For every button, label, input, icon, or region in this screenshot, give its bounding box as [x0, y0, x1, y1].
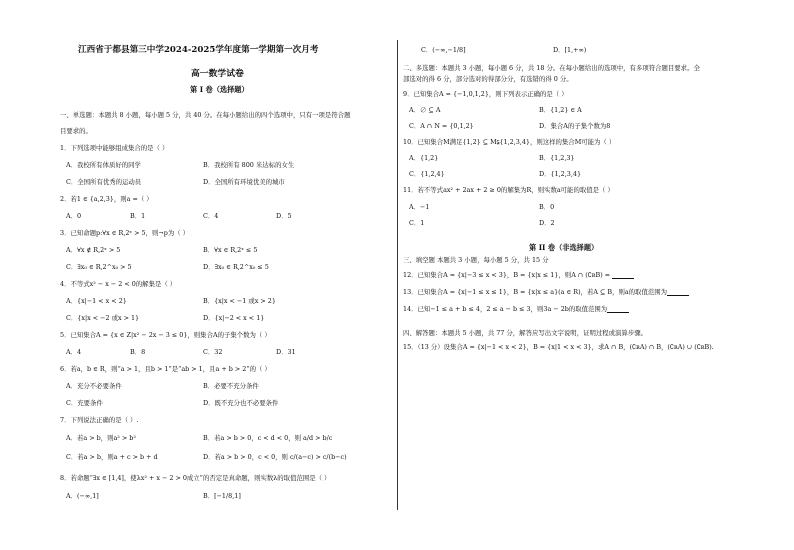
- q9-option-c: C．A ∩ N = {0,1,2}: [409, 122, 474, 130]
- q8-option-c: C．(−∞,−1/8]: [421, 46, 466, 54]
- q6-option-b: B．必要不充分条件: [203, 382, 259, 390]
- q14-answer-blank[interactable]: [607, 306, 629, 313]
- question-9: 9．已知集合A = {−1,0,1,2}，则下列表示正确的是（ ）: [403, 90, 568, 98]
- question-4: 4．不等式x² − x − 2 < 0的解集是（ ）: [60, 280, 177, 288]
- q8-option-a: A．(−∞,1]: [66, 492, 99, 500]
- question-10: 10．已知集合M满足{1,2} ⊆ M⫋{1,2,3,4}，则这样的集合M可能为（ ）: [403, 138, 616, 146]
- q9-option-b: B．{1,2} ∈ A: [539, 106, 582, 114]
- q6-option-d: D．既不充分也不必要条件: [203, 399, 279, 407]
- q3-option-c: C．∃x₀ ∈ R,2^x₀ > 5: [66, 263, 132, 271]
- q12-text: 12．已知集合A = {x|−3 ≤ x < 3}，B = {x|x ≤ 1}，则A ∩ (∁ʀB) =: [403, 271, 613, 279]
- exam-title: 江西省于都县第三中学2024-2025学年度第一学期第一次月考: [78, 45, 319, 55]
- q3-option-b: B．∀x ∈ R,2ˣ ≤ 5: [203, 246, 258, 254]
- q7-option-d: D．若a > b > 0，c < 0，则 c/(a−c) > c/(b−c): [203, 453, 347, 461]
- q10-option-a: A．{1,2}: [409, 154, 439, 162]
- question-1: 1．下列选项中能够组成集合的是（ ）: [60, 144, 169, 152]
- q5-option-c: C．32: [203, 348, 223, 356]
- section4-instructions: 四、解答题：本题共 5 小题，共 77 分，解答应写出文字说明，证明过程或演算步骤。: [403, 329, 647, 337]
- q12-answer-blank[interactable]: [612, 272, 634, 279]
- q7-option-b: B．若a > b > 0，c < d < 0，则 a/d > b/c: [203, 434, 333, 442]
- section2-instructions-line2: 部选对的得 6 分，部分选对的得部分分，有选错的得 0 分。: [403, 75, 573, 83]
- question-12: [403, 271, 634, 279]
- q11-option-c: C．1: [409, 219, 425, 227]
- q10-option-b: B．{1,2,3}: [539, 154, 575, 162]
- q8-option-d: D．[1,+∞): [553, 46, 587, 54]
- section1-instructions-line2: 目要求的。: [60, 127, 92, 135]
- q4-option-d: D．{x|−2 < x < 1}: [203, 314, 265, 322]
- q7-option-a: A．若a > b，则a² > b²: [66, 434, 136, 442]
- section1-instructions-line1: 一、单选题：本题共 8 小题，每小题 5 分，共 40 分。在每小题给出的四个选项中，只有一项是符合题: [60, 111, 351, 119]
- section3-instructions: 三、填空题 本题共 3 小题，每小题 5 分，共 15 分: [403, 256, 549, 264]
- q1-option-d: D．全国所有环境优美的城市: [203, 178, 285, 186]
- question-6: 6．若a，b ∈ R，则“a > 1，且b > 1”是“ab > 1，且a + b > 2”的（ ）: [60, 365, 271, 373]
- q2-option-d: D．5: [276, 212, 292, 220]
- question-15: 15．（13 分）设集合A = {x|−1 < x < 2}，B = {x|1 < x < 3}，求A ∩ B，(∁ʀA) ∩ B，(∁ʀA) ∪ (∁ʀB).: [403, 343, 714, 351]
- q5-option-b: B．8: [130, 348, 146, 356]
- question-5: 5．已知集合A = {x ∈ Z|x² − 2x − 3 ≤ 0}，则集合A的子集个数为（ ）: [60, 331, 271, 339]
- q1-option-a: A．我校所有体质好的同学: [66, 161, 141, 169]
- q1-option-c: C．全国所有优秀的运动员: [66, 178, 142, 186]
- q4-option-c: C．{x|x < −2 或x > 1}: [66, 314, 140, 322]
- q6-option-a: A．充分不必要条件: [66, 382, 122, 390]
- q2-option-b: B．1: [130, 212, 146, 220]
- q13-text: 13．已知集合A = {x|−1 ≤ x ≤ 1}，B = {x|x ≤ a}(a ∈ R)，若A ⊆ B，则a的取值范围为: [403, 288, 668, 296]
- q2-option-a: A．0: [66, 212, 82, 220]
- section2-instructions-line1: 二、多选题：本题共 3 小题，每小题 6 分，共 18 分。在每小题给出的选项中，有多项符合题目要求。全: [403, 64, 700, 72]
- part1-title: 第 I 卷（选择题）: [190, 85, 249, 94]
- q9-option-a: A．∅ ⊆ A: [409, 106, 441, 114]
- part2-title: 第 II 卷（非选择题）: [529, 243, 599, 252]
- q2-option-c: C．4: [203, 212, 219, 220]
- question-8: 8．若命题“∃x ∈ [1,4]，使λx² + x − 2 > 0成立”的否定是真命题，则实数λ的取值范围是（ ）: [60, 474, 331, 482]
- q11-option-d: D．2: [539, 219, 555, 227]
- question-13: [403, 288, 689, 296]
- q4-option-a: A．{x|−1 < x < 2}: [66, 297, 127, 305]
- exam-subtitle: 高一数学试卷: [191, 69, 244, 79]
- q8-option-b: B．[−1/8,1]: [203, 492, 241, 500]
- q5-option-d: D．31: [276, 348, 296, 356]
- column-divider: [397, 40, 398, 510]
- question-14: [403, 305, 629, 313]
- q13-answer-blank[interactable]: [667, 289, 689, 296]
- q5-option-a: A．4: [66, 348, 82, 356]
- question-3: 3．已知命题p:∀x ∈ R,2ˣ > 5，则¬p为（ ）: [60, 229, 190, 237]
- q10-option-c: C．{1,2,4}: [409, 170, 445, 178]
- question-7: 7．下列说法正确的是（ ）.: [60, 416, 139, 424]
- q6-option-c: C．充要条件: [66, 399, 103, 407]
- question-2: 2．若1 ∈ {a,2,3}，则a =（ ）: [60, 195, 153, 203]
- q7-option-c: C．若a > b，则a + c > b + d: [66, 453, 158, 461]
- q4-option-b: B．{x|x < −1 或x > 2}: [203, 297, 276, 305]
- q3-option-d: D．∃x₀ ∈ R,2^x₀ ≤ 5: [203, 263, 269, 271]
- q3-option-a: A．∀x ∉ R,2ˣ > 5: [66, 246, 121, 254]
- q10-option-d: D．{1,2,3,4}: [539, 170, 582, 178]
- question-11: 11．若不等式ax² + 2ax + 2 ≥ 0的解集为R，则实数a可能的取值是（ ）: [403, 186, 614, 194]
- q11-option-b: B．0: [539, 203, 555, 211]
- q1-option-b: B．我校所有 800 米达标的女生: [203, 161, 295, 169]
- q14-text: 14．已知−1 ≤ a + b ≤ 4，2 ≤ a − b ≤ 3，则3a − 2b的取值范围为: [403, 305, 608, 313]
- q9-option-d: D．集合A的子集个数为8: [539, 122, 611, 130]
- q11-option-a: A．−1: [409, 203, 430, 211]
